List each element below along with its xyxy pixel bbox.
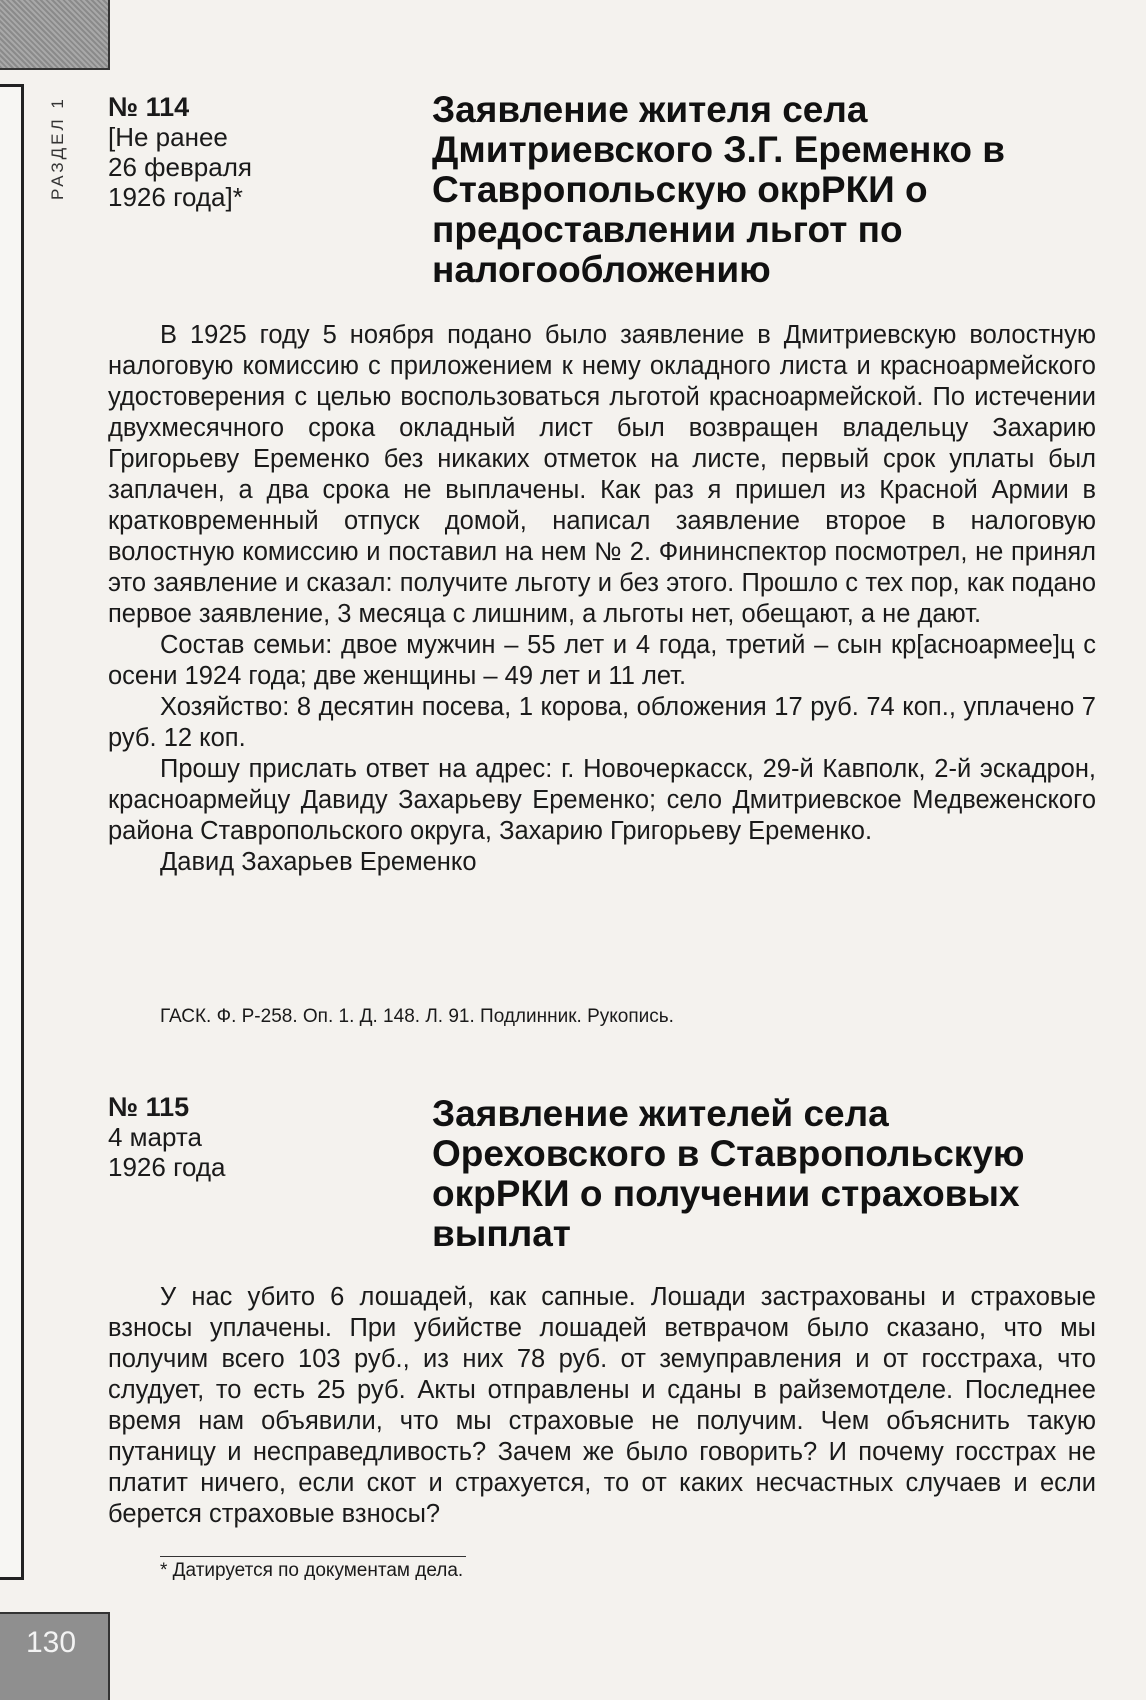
side-bar (0, 84, 24, 1580)
doc-115-date-line1: 4 марта (108, 1122, 202, 1152)
doc-114-date-line1: [Не ранее (108, 122, 228, 152)
doc-115-body (108, 1282, 1096, 1530)
doc-115-title: Заявление жителей села Ореховского в Ставропольскую окрРКИ о получении страховых выплат (432, 1093, 1025, 1254)
doc-114-body (108, 320, 1096, 878)
doc-114-title: Заявление жителя села Дмитриевского З.Г. Еременко в Ставропольскую окрРКИ о предоставлении льгот по налогообложению (432, 89, 1006, 290)
doc-114-paragraph-1: В 1925 году 5 ноября подано было заявление в Дмитриевскую волостную налоговую комиссию с приложением к нему окладного листа и красноармейского удостоверения с целью воспользоваться льготой красноармейской. По истечении двухмесячного срока окладный лист был возвращен владельцу Захарию Григорьеву Еременко без никаких отметок на листе, первый срок уплаты был заплачен, а два срока не выплачены. Как раз я пришел из Красной Армии в кратковременный отпуск домой, написал заявление второе в налоговую волостную комиссию и поставил на нем № 2. Фининспектор посмотрел, не принял это заявление и сказал: получите льготу и без этого. Прошло с тех пор, как подано первое заявление, 3 месяца с лишним, а льготы нет, обещают, а не дают. (108, 321, 1096, 628)
doc-115-date-line2: 1926 года (108, 1152, 226, 1182)
doc-115-number: № 115 (108, 1092, 190, 1122)
doc-114-signature: Давид Захарьев Еременко (160, 848, 477, 876)
doc-114-date-line3: 1926 года]* (108, 182, 243, 212)
doc-114-source: ГАСК. Ф. Р-258. Оп. 1. Д. 148. Л. 91. Подлинник. Рукопись. (160, 1006, 674, 1027)
doc-114-paragraph-3: Хозяйство: 8 десятин посева, 1 корова, обложения 17 руб. 74 коп., уплачено 7 руб. 12 коп. (108, 693, 1096, 752)
footnote-divider (160, 1556, 466, 1557)
doc-115-paragraph-1: У нас убито 6 лошадей, как сапные. Лошади застрахованы и страховые взносы уплачены. При убийстве лошадей ветврачом было сказано, что мы получим всего 103 руб., из них 78 руб. от земуправления и от госстраха, что слудует, то есть 25 руб. Акты отправлены и сданы в райземотделе. Последнее время нам объявили, что мы страховые не получим. Чем объяснить такую путаницу и несправедливость? Зачем же было говорить? И почему госстрах не платит ничего, если скот и страхуется, то от каких несчастных случаев и если берется страховые взносы? (108, 1283, 1096, 1528)
doc-115-meta (108, 1092, 226, 1182)
doc-114-paragraph-4: Прошу прислать ответ на адрес: г. Новочеркасск, 29-й Кавполк, 2-й эскадрон, красноармейцу Давиду Захарьеву Еременко; село Дмитриевское Медвеженского района Ставропольского округа, Захарию Григорьеву Еременко. (108, 755, 1096, 845)
footnote: * Датируется по документам дела. (160, 1560, 464, 1581)
doc-114-date-line2: 26 февраля (108, 152, 252, 182)
page-number: 130 (26, 1626, 77, 1659)
doc-114-paragraph-2: Состав семьи: двое мужчин – 55 лет и 4 года, третий – сын кр[асноармее]ц с осени 1924 года; две женщины – 49 лет и 11 лет. (108, 631, 1096, 690)
doc-114-meta (108, 92, 252, 212)
top-corner-tab (0, 0, 110, 70)
doc-114-number: № 114 (108, 92, 190, 122)
section-label: РАЗДЕЛ 1 (48, 96, 67, 200)
